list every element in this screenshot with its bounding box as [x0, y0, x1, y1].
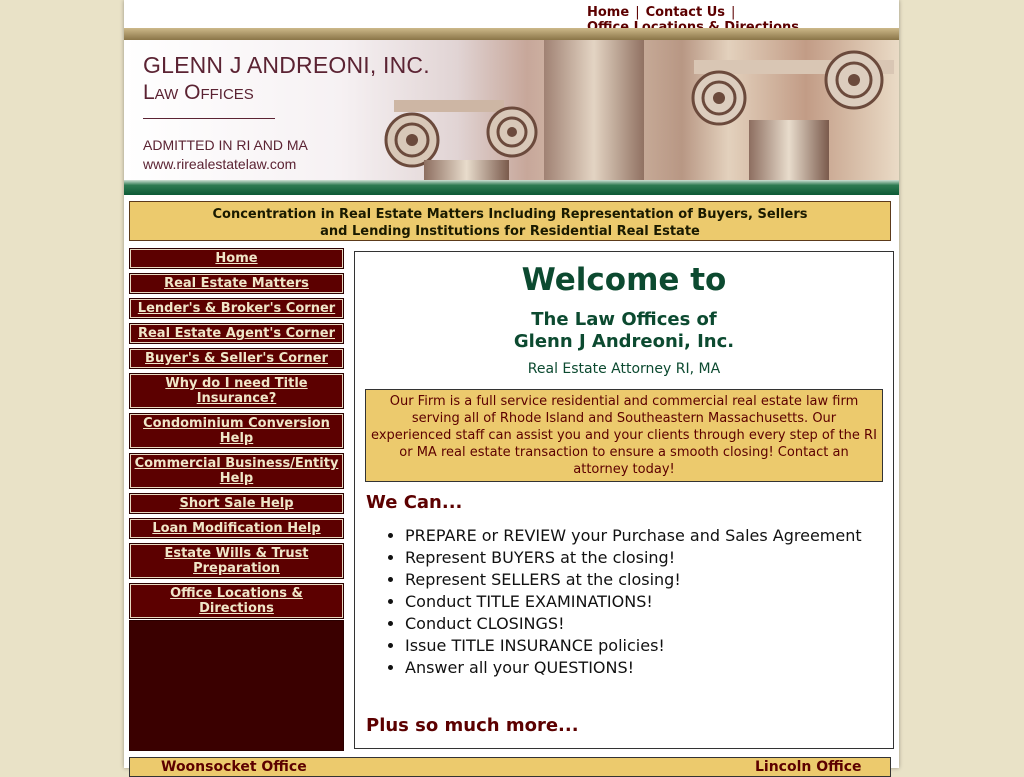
ionic-columns-image: [364, 40, 899, 180]
office-lincoln[interactable]: Lincoln Office: [755, 759, 862, 775]
nav-lenders-brokers-corner[interactable]: Lender's & Broker's Corner: [129, 298, 344, 319]
welcome-heading: Welcome to: [521, 262, 727, 298]
top-link-home[interactable]: Home: [587, 5, 630, 20]
separator: |: [731, 5, 736, 20]
tagline-line: Concentration in Real Estate Matters Including Representation of Buyers, Sellers: [212, 207, 808, 222]
nav-short-sale[interactable]: Short Sale Help: [129, 493, 344, 514]
header-banner: [124, 40, 899, 180]
more-heading: Plus so much more...: [366, 715, 579, 736]
list-item: • Issue TITLE INSURANCE policies!: [405, 636, 875, 656]
nav-estate-wills-trust[interactable]: Estate Wills & Trust Preparation: [129, 543, 344, 579]
firm-name: GLENN J ANDREONI, INC.: [143, 52, 430, 78]
law-offices-heading: [355, 309, 893, 353]
tagline-box: [129, 201, 891, 241]
nav-buyers-sellers-corner[interactable]: Buyer's & Seller's Corner: [129, 348, 344, 369]
attorney-subtitle: Real Estate Attorney RI, MA: [527, 361, 721, 377]
list-item: • Conduct TITLE EXAMINATIONS!: [405, 592, 875, 612]
sidebar-nav: [129, 248, 344, 648]
nav-commercial-business[interactable]: Commercial Business/Entity Help: [129, 453, 344, 489]
nav-office-locations[interactable]: Office Locations & Directions: [129, 583, 344, 619]
gold-band: [124, 28, 899, 40]
firm-subtitle: Law Offices: [143, 81, 254, 104]
offices-bar: [129, 757, 891, 777]
nav-loan-modification[interactable]: Loan Modification Help: [129, 518, 344, 539]
top-link-contact[interactable]: Contact Us: [645, 5, 726, 20]
law-offices-line: Glenn J Andreoni, Inc.: [513, 331, 735, 352]
list-item: • Answer all your QUESTIONS!: [405, 658, 875, 678]
green-band: [124, 180, 899, 195]
website-url: www.rirealestatelaw.com: [143, 156, 297, 172]
admitted-text: ADMITTED IN RI AND MA: [143, 137, 308, 153]
page-container: [124, 0, 899, 775]
list-item: • PREPARE or REVIEW your Purchase and Sales Agreement: [405, 526, 875, 546]
list-item: • Conduct CLOSINGS!: [405, 614, 875, 634]
separator: |: [635, 5, 640, 20]
nav-real-estate-agents-corner[interactable]: Real Estate Agent's Corner: [129, 323, 344, 344]
list-item: • Represent SELLERS at the closing!: [405, 570, 875, 590]
nav-real-estate-matters[interactable]: Real Estate Matters: [129, 273, 344, 294]
sidebar-filler-box: [129, 620, 344, 751]
nav-condominium-conversion[interactable]: Condominium Conversion Help: [129, 413, 344, 449]
firm-description-box: Our Firm is a full service residential and commercial real estate law firm serving all of Rhode Island and Southeastern Massachusetts. Our experienced staff can assist you and your clients through every step of the RI or MA real estate transaction to ensure a smooth closing! Contact an attorney today!: [365, 389, 883, 482]
main-content: [354, 251, 894, 749]
services-list: [365, 526, 875, 680]
nav-home[interactable]: Home: [129, 248, 344, 269]
tagline-line: and Lending Institutions for Residential Real Estate: [320, 224, 700, 239]
list-item: • Represent BUYERS at the closing!: [405, 548, 875, 568]
divider: [143, 118, 275, 119]
office-woonsocket[interactable]: Woonsocket Office: [161, 759, 307, 775]
law-offices-line: The Law Offices of: [531, 309, 717, 330]
we-can-heading: We Can...: [366, 492, 463, 513]
nav-title-insurance[interactable]: Why do I need Title Insurance?: [129, 373, 344, 409]
